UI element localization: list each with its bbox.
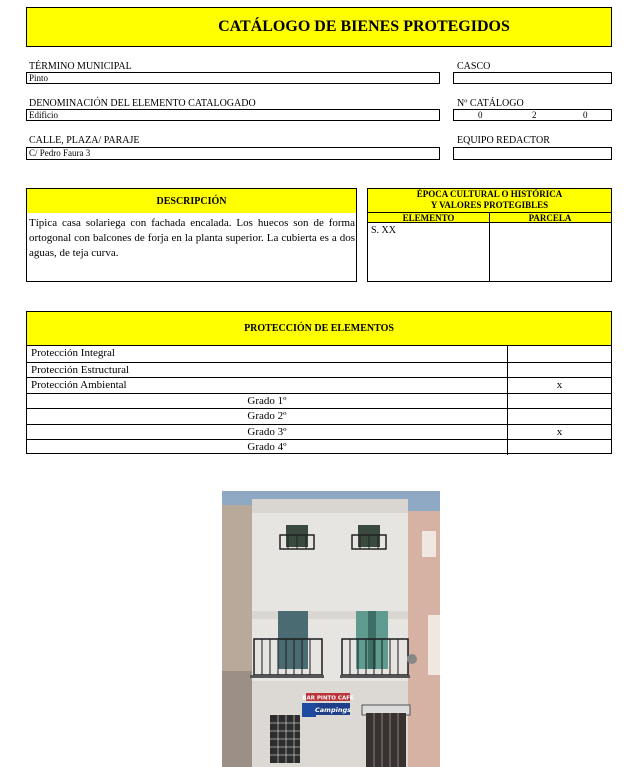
descripcion-text: Típica casa solariega con fachada encalada. Los huecos son de forma ortogonal con balcones de forja en la planta superior. La cubierta es a dos aguas, de teja curva. <box>29 217 355 259</box>
proteccion-label: Protección Ambiental <box>31 379 127 391</box>
proteccion-heading: PROTECCIÓN DE ELEMENTOS <box>244 323 394 334</box>
epoca-elemento-value: S. XX <box>371 225 397 236</box>
proteccion-mark[interactable] <box>507 409 611 424</box>
proteccion-label: Protección Integral <box>31 347 115 359</box>
grado-label: Grado 2º <box>247 410 287 422</box>
proteccion-mark[interactable]: x <box>507 425 611 440</box>
termino-label: TÉRMINO MUNICIPAL <box>29 61 132 72</box>
epoca-col-elemento: ELEMENTO <box>402 213 455 223</box>
epoca-heading <box>368 189 611 212</box>
epoca-divider <box>489 212 490 282</box>
shop-sign: BAR PINTO CAFE <box>302 695 354 702</box>
table-row <box>27 393 611 409</box>
calle-label: CALLE, PLAZA/ PARAJE <box>29 135 140 146</box>
termino-field[interactable]: Pinto <box>26 72 440 84</box>
denominacion-label: DENOMINACIÓN DEL ELEMENTO CATALOGADO <box>29 98 256 109</box>
epoca-col-parcela: PARCELA <box>528 213 572 223</box>
table-row <box>27 346 611 362</box>
equipo-field[interactable] <box>453 147 612 160</box>
denominacion-field[interactable]: Edificio <box>26 109 440 121</box>
calle-field[interactable]: C/ Pedro Faura 3 <box>26 147 440 160</box>
table-row <box>27 408 611 424</box>
epoca-heading-line2: Y VALORES PROTEGIBLES <box>430 200 549 210</box>
building-photo <box>222 491 440 767</box>
catalogo-digit-3: 0 <box>583 110 588 120</box>
proteccion-mark[interactable]: x <box>507 378 611 393</box>
casco-label: CASCO <box>457 61 491 72</box>
grado-label: Grado 4º <box>247 441 287 453</box>
page-title: CATÁLOGO DE BIENES PROTEGIDOS <box>218 18 510 35</box>
proteccion-table <box>26 345 612 454</box>
proteccion-mark[interactable] <box>507 346 611 362</box>
catalogo-digit-1: 0 <box>478 110 483 120</box>
equipo-label: EQUIPO REDACTOR <box>457 135 550 146</box>
table-row <box>27 362 611 378</box>
ad-sign: Campings <box>315 706 351 714</box>
table-row <box>27 377 611 393</box>
descripcion-heading: DESCRIPCIÓN <box>156 195 227 207</box>
catalogo-label: Nº CATÁLOGO <box>457 98 524 109</box>
grado-label: Grado 3º <box>247 425 287 438</box>
catalogo-field[interactable] <box>453 109 612 121</box>
grado-label: Grado 1º <box>247 394 287 407</box>
casco-field[interactable] <box>453 72 612 84</box>
table-row <box>27 439 611 455</box>
table-row <box>27 424 611 440</box>
proteccion-mark[interactable] <box>507 440 611 455</box>
proteccion-mark[interactable] <box>507 363 611 378</box>
catalogo-digit-2: 2 <box>532 110 537 120</box>
proteccion-label: Protección Estructural <box>31 363 130 376</box>
proteccion-mark[interactable] <box>507 394 611 409</box>
epoca-heading-line1: ÉPOCA CULTURAL O HISTÓRICA <box>416 189 563 199</box>
